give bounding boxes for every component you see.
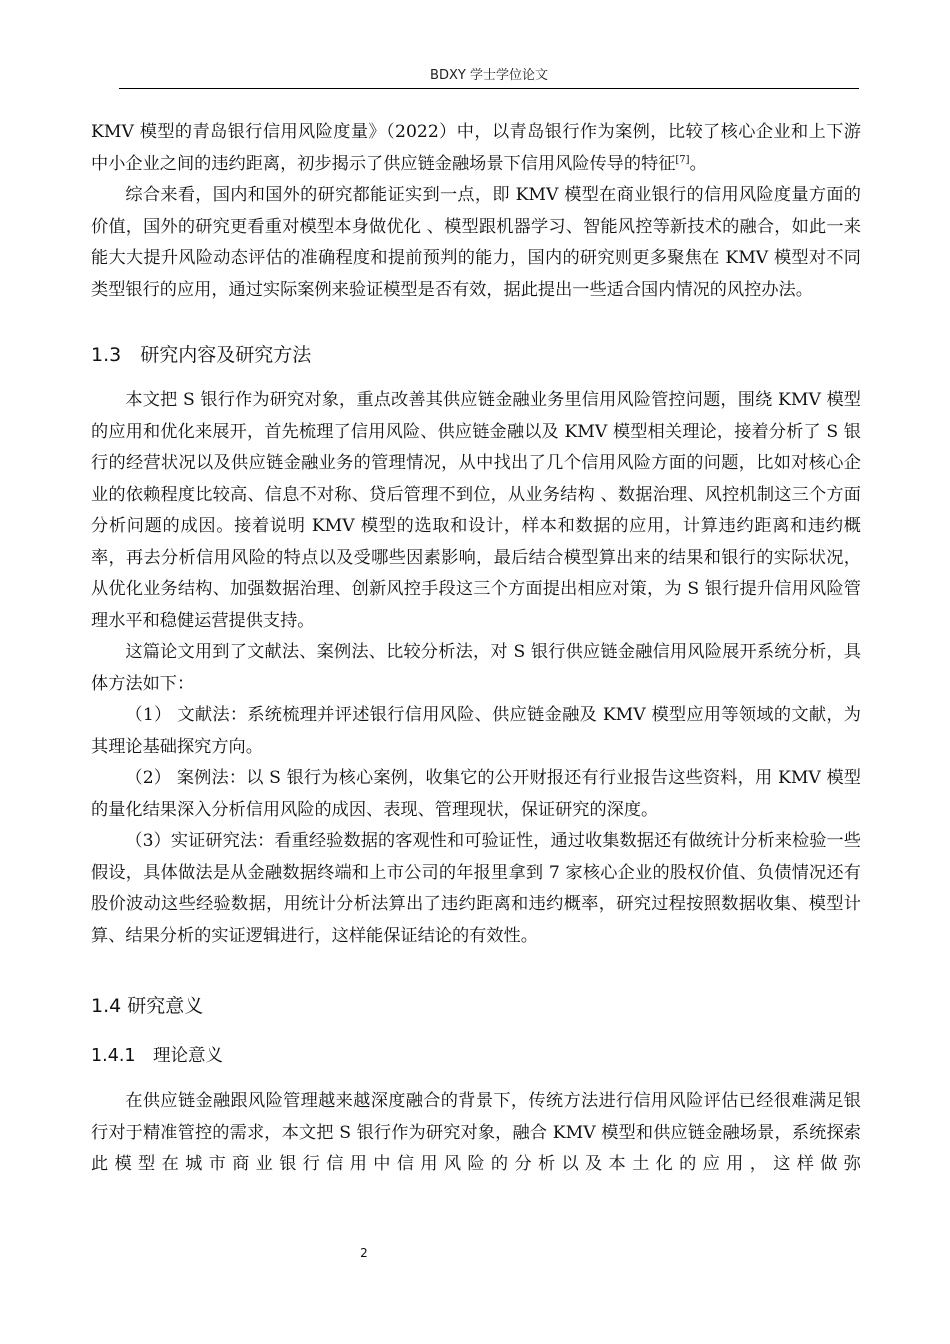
paragraph-summary: 综合来看，国内和国外的研究都能证实到一点，即 KMV 模型在商业银行的信用风险度量方面的价值，国外的研究更看重对模型本身做优化 、模型跟机器学习、智能风控等新技术的融合，如此一来能大大提升风险动态评估的准确程度和提前预判的能力，国内的研究则更多聚焦在 KMV 模型对不同类型银行的应用，通过实际案例来验证模型是否有效，据此提出一些适合国内情况的风控办法。: [91, 185, 861, 300]
spacer: [91, 1076, 861, 1086]
subsection-heading-1-4-1: 1.4.1 理论意义: [91, 1046, 224, 1066]
paragraph-text: KMV 模型的青岛银行信用风险度量》（2022）中，以青岛银行作为案例，比较了核心企业和上下游中小企业之间的违约距离，初步揭示了供应链金融场景下信用风险传导的特征: [91, 122, 861, 174]
paragraph-methods-intro: 这篇论文用到了文献法、案例法、比较分析法，对 S 银行供应链金融信用风险展开系统分析，具体方法如下：: [91, 642, 861, 694]
paragraph-method-empirical: （3）实证研究法：看重经验数据的客观性和可验证性，通过收集数据还有做统计分析来检验一些假设，具体做法是从金融数据终端和上市公司的年报里拿到 7 家核心企业的股权价值、负债情况还有股价波动这些经验数据，用统计分析法算出了违约距离和违约概率，研究过程按照数据收集、模型计算、结果分析的实证逻辑进行，这样能保证结论的有效性。: [91, 831, 861, 946]
page-number: 2: [360, 1246, 368, 1260]
section-heading-1-3: 1.3 研究内容及研究方法: [91, 344, 312, 366]
running-header: BDXY 学士学位论文: [430, 68, 548, 83]
spacer: [91, 1026, 861, 1036]
paragraph-method-literature: （1） 文献法：系统梳理并评述银行信用风险、供应链金融及 KMV 模型应用等领域的文献，为其理论基础探究方向。: [91, 705, 861, 757]
paragraph-research-content: 本文把 S 银行作为研究对象，重点改善其供应链金融业务里信用风险管控问题，围绕 KMV 模型的应用和优化来展开，首先梳理了信用风险、供应链金融以及 KMV 模型相关理论，接着分析了 S 银行的经营状况以及供应链金融业务的管理情况，从中找出了几个信用风险方面的问题，比如对核心企业的依赖程度比较高、信息不对称、贷后管理不到位，从业务结构 、数据治理、风控机制这三个方面分析问题的成因。接着说明 KMV 模型的选取和设计，样本和数据的应用，计算违约距离和违约概率，再去分析信用风险的特点以及受哪些因素影响，最后结合模型算出来的结果和银行的实际状况，从优化业务结构、加强数据治理、创新风控手段这三个方面提出相应对策，为 S 银行提升信用风险管理水平和稳健运营提供支持。: [91, 390, 861, 631]
page-body: [91, 117, 861, 1181]
citation-ref: [7]: [675, 153, 690, 165]
spacer: [91, 952, 861, 986]
spacer: [91, 306, 861, 335]
paragraph-literature-end: [91, 117, 861, 180]
paragraph-method-case: （2） 案例法：以 S 银行为核心案例，收集它的公开财报还有行业报告这些资料，用 KMV 模型的量化结果深入分析信用风险的成因、表现、管理现状，保证研究的深度。: [91, 768, 861, 820]
paragraph-theoretical-significance: 在供应链金融跟风险管理越来越深度融合的背景下，传统方法进行信用风险评估已经很难满足银行对于精准管控的需求，本文把 S 银行作为研究对象，融合 KMV 模型和供应链金融场景，系统探索此模型在城市商业银行信用中信用风险的分析以及本土化的应用，这样做弥: [91, 1091, 861, 1174]
section-heading-1-4: 1.4 研究意义: [91, 995, 204, 1017]
header-rule: [119, 88, 859, 89]
spacer: [91, 375, 861, 385]
paragraph-text: 。: [689, 153, 707, 174]
